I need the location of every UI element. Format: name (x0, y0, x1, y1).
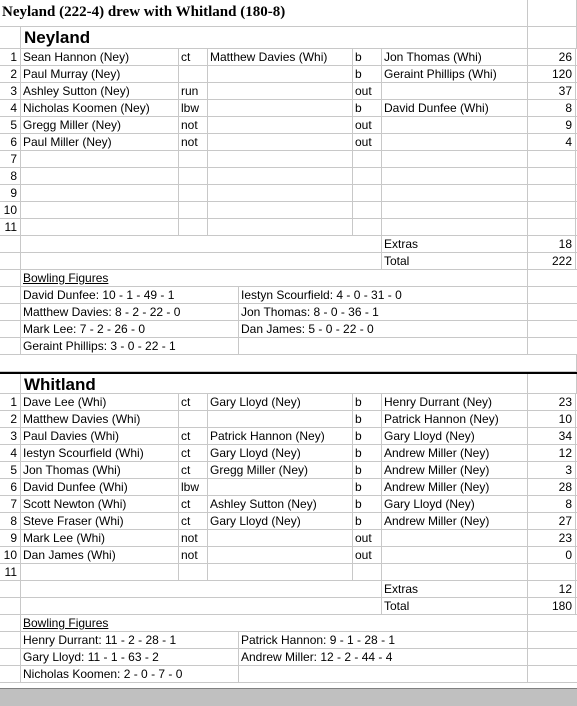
batting-batsman-cell (21, 219, 179, 235)
batting-n-cell: 6 (0, 134, 21, 150)
batting-how-cell (179, 185, 208, 201)
batting-b-cell: out (353, 83, 382, 99)
bowling-figures-row (0, 321, 577, 338)
spacer-cell (0, 355, 577, 371)
batting-batsman-cell: Scott Newton (Whi) (21, 496, 179, 512)
batting-runs-cell: 3 (528, 462, 576, 478)
batting-batsman-cell: Gregg Miller (Ney) (21, 117, 179, 133)
batting-batsman-cell: Sean Hannon (Ney) (21, 49, 179, 65)
bowling-figures-row (0, 304, 577, 321)
bowling-index (0, 304, 21, 320)
batting-bowler-cell: Andrew Miller (Ney) (382, 479, 528, 495)
batting-runs-cell (528, 202, 576, 218)
batting-how-cell (179, 411, 208, 427)
batting-b-cell: out (353, 117, 382, 133)
batting-bowler-cell: Andrew Miller (Ney) (382, 462, 528, 478)
title-spacer (528, 0, 577, 26)
match-title: Neyland (222-4) drew with Whitland (180-8) (0, 0, 528, 26)
batting-row (0, 547, 577, 564)
total-row-index (0, 253, 21, 269)
total-row-value: 222 (528, 253, 576, 269)
batting-b-cell: b (353, 49, 382, 65)
total-row (0, 253, 577, 270)
batting-b-cell: b (353, 462, 382, 478)
batting-bowler-cell (382, 117, 528, 133)
batting-fielder-cell: Gary Lloyd (Ney) (208, 394, 353, 410)
total-row-blank (21, 253, 382, 269)
batting-b-cell: out (353, 547, 382, 563)
batting-b-cell: b (353, 513, 382, 529)
team-row-index (0, 374, 21, 393)
batting-n-cell: 2 (0, 66, 21, 82)
batting-fielder-cell (208, 151, 353, 167)
batting-n-cell: 9 (0, 185, 21, 201)
batting-n-cell: 7 (0, 496, 21, 512)
batting-n-cell: 4 (0, 445, 21, 461)
batting-runs-cell: 120 (528, 66, 576, 82)
batting-fielder-cell (208, 564, 353, 580)
bowling-figure-right: Dan James: 5 - 0 - 22 - 0 (239, 321, 528, 337)
batting-fielder-cell: Patrick Hannon (Ney) (208, 428, 353, 444)
batting-fielder-cell: Gary Lloyd (Ney) (208, 445, 353, 461)
batting-batsman-cell (21, 202, 179, 218)
total-row-index (0, 598, 21, 614)
batting-n-cell: 3 (0, 428, 21, 444)
bowling-index (0, 632, 21, 648)
batting-batsman-cell: Nicholas Koomen (Ney) (21, 100, 179, 116)
bowling-figure-left: Matthew Davies: 8 - 2 - 22 - 0 (21, 304, 239, 320)
extras-row (0, 581, 577, 598)
batting-row (0, 462, 577, 479)
batting-n-cell: 10 (0, 202, 21, 218)
batting-bowler-cell: Andrew Miller (Ney) (382, 445, 528, 461)
batting-batsman-cell: Mark Lee (Whi) (21, 530, 179, 546)
batting-batsman-cell: David Dunfee (Whi) (21, 479, 179, 495)
batting-batsman-cell (21, 151, 179, 167)
batting-row (0, 496, 577, 513)
batting-n-cell: 9 (0, 530, 21, 546)
batting-batsman-cell (21, 168, 179, 184)
batting-row (0, 445, 577, 462)
batting-how-cell (179, 168, 208, 184)
batting-how-cell (179, 66, 208, 82)
batting-runs-cell: 26 (528, 49, 576, 65)
team-header-row (0, 372, 577, 394)
batting-n-cell: 8 (0, 168, 21, 184)
batting-b-cell: out (353, 134, 382, 150)
batting-batsman-cell (21, 564, 179, 580)
batting-b-cell (353, 219, 382, 235)
bowling-figure-left: Gary Lloyd: 11 - 1 - 63 - 2 (21, 649, 239, 665)
bowling-figure-right: Iestyn Scourfield: 4 - 0 - 31 - 0 (239, 287, 528, 303)
bowling-figure-right: Patrick Hannon: 9 - 1 - 28 - 1 (239, 632, 528, 648)
batting-how-cell: ct (179, 496, 208, 512)
batting-bowler-cell: Henry Durrant (Ney) (382, 394, 528, 410)
batting-runs-cell: 8 (528, 100, 576, 116)
batting-row (0, 151, 577, 168)
bowling-heading-index (0, 615, 21, 631)
batting-row (0, 66, 577, 83)
batting-how-cell: ct (179, 445, 208, 461)
batting-runs-cell: 12 (528, 445, 576, 461)
batting-b-cell: b (353, 394, 382, 410)
bowling-figures-row (0, 666, 577, 683)
extras-row-blank (21, 581, 382, 597)
batting-bowler-cell (382, 185, 528, 201)
batting-bowler-cell (382, 530, 528, 546)
batting-fielder-cell (208, 547, 353, 563)
batting-row (0, 564, 577, 581)
batting-bowler-cell (382, 219, 528, 235)
batting-row (0, 100, 577, 117)
batting-bowler-cell: Jon Thomas (Whi) (382, 49, 528, 65)
extras-row-index (0, 581, 21, 597)
batting-row (0, 428, 577, 445)
bowling-index (0, 649, 21, 665)
batting-b-cell (353, 151, 382, 167)
batting-b-cell: b (353, 411, 382, 427)
batting-bowler-cell: Andrew Miller (Ney) (382, 513, 528, 529)
extras-row-index (0, 236, 21, 252)
bowling-figure-left: Henry Durrant: 11 - 2 - 28 - 1 (21, 632, 239, 648)
team-name: Whitland (21, 374, 528, 393)
batting-bowler-cell (382, 202, 528, 218)
spacer-row (0, 355, 577, 372)
batting-n-cell: 4 (0, 100, 21, 116)
batting-batsman-cell: Dave Lee (Whi) (21, 394, 179, 410)
batting-runs-cell: 23 (528, 530, 576, 546)
bowling-index (0, 666, 21, 682)
batting-row (0, 513, 577, 530)
bowling-figure-right: Andrew Miller: 12 - 2 - 44 - 4 (239, 649, 528, 665)
batting-runs-cell (528, 151, 576, 167)
bowling-figures-row (0, 632, 577, 649)
batting-runs-cell: 10 (528, 411, 576, 427)
batting-how-cell: lbw (179, 100, 208, 116)
batting-n-cell: 1 (0, 49, 21, 65)
batting-row (0, 185, 577, 202)
batting-bowler-cell (382, 151, 528, 167)
batting-runs-cell: 28 (528, 479, 576, 495)
batting-fielder-cell (208, 66, 353, 82)
batting-row (0, 134, 577, 151)
batting-how-cell (179, 219, 208, 235)
batting-fielder-cell (208, 117, 353, 133)
extras-row-value: 12 (528, 581, 576, 597)
batting-fielder-cell: Gary Lloyd (Ney) (208, 513, 353, 529)
bowling-figure-left: Nicholas Koomen: 2 - 0 - 7 - 0 (21, 666, 239, 682)
batting-bowler-cell: Gary Lloyd (Ney) (382, 496, 528, 512)
batting-how-cell: not (179, 547, 208, 563)
title-row (0, 0, 577, 27)
batting-how-cell: ct (179, 513, 208, 529)
bowling-figures-row (0, 287, 577, 304)
batting-batsman-cell: Matthew Davies (Whi) (21, 411, 179, 427)
bowling-figure-right (239, 338, 528, 354)
batting-how-cell: run (179, 83, 208, 99)
batting-runs-cell: 27 (528, 513, 576, 529)
batting-row (0, 530, 577, 547)
bowling-index (0, 287, 21, 303)
batting-n-cell: 5 (0, 462, 21, 478)
batting-batsman-cell: Dan James (Whi) (21, 547, 179, 563)
batting-b-cell (353, 564, 382, 580)
total-row-blank (21, 598, 382, 614)
batting-runs-cell: 9 (528, 117, 576, 133)
batting-row (0, 411, 577, 428)
extras-row-label: Extras (382, 581, 528, 597)
batting-fielder-cell (208, 168, 353, 184)
batting-runs-cell: 23 (528, 394, 576, 410)
batting-row (0, 83, 577, 100)
batting-b-cell: b (353, 445, 382, 461)
batting-n-cell: 8 (0, 513, 21, 529)
bowling-heading-row (0, 270, 577, 287)
batting-how-cell: ct (179, 428, 208, 444)
bowling-heading: Bowling Figures (21, 270, 528, 286)
batting-b-cell: b (353, 428, 382, 444)
batting-row (0, 219, 577, 236)
bowling-figure-left: Mark Lee: 7 - 2 - 26 - 0 (21, 321, 239, 337)
batting-how-cell (179, 151, 208, 167)
batting-how-cell: ct (179, 462, 208, 478)
bowling-index (0, 321, 21, 337)
bowling-index (0, 338, 21, 354)
batting-batsman-cell: Paul Davies (Whi) (21, 428, 179, 444)
batting-batsman-cell: Steve Fraser (Whi) (21, 513, 179, 529)
bowling-figure-right (239, 666, 528, 682)
batting-bowler-cell: Gary Lloyd (Ney) (382, 428, 528, 444)
batting-row (0, 202, 577, 219)
batting-b-cell (353, 168, 382, 184)
batting-n-cell: 11 (0, 219, 21, 235)
batting-runs-cell: 34 (528, 428, 576, 444)
batting-runs-cell (528, 564, 576, 580)
batting-b-cell: out (353, 530, 382, 546)
batting-how-cell (179, 564, 208, 580)
batting-how-cell: not (179, 134, 208, 150)
team-row-index (0, 27, 21, 48)
batting-n-cell: 5 (0, 117, 21, 133)
batting-n-cell: 3 (0, 83, 21, 99)
batting-runs-cell: 37 (528, 83, 576, 99)
batting-fielder-cell (208, 134, 353, 150)
batting-n-cell: 11 (0, 564, 21, 580)
batting-fielder-cell: Gregg Miller (Ney) (208, 462, 353, 478)
bowling-figures-row (0, 649, 577, 666)
batting-batsman-cell: Jon Thomas (Whi) (21, 462, 179, 478)
total-row-value: 180 (528, 598, 576, 614)
batting-b-cell: b (353, 100, 382, 116)
bowling-heading-row (0, 615, 577, 632)
bowling-figure-left: David Dunfee: 10 - 1 - 49 - 1 (21, 287, 239, 303)
batting-bowler-cell (382, 83, 528, 99)
bowling-figures-row (0, 338, 577, 355)
batting-fielder-cell: Matthew Davies (Whi) (208, 49, 353, 65)
batting-bowler-cell (382, 134, 528, 150)
batting-bowler-cell: Patrick Hannon (Ney) (382, 411, 528, 427)
bowling-heading-index (0, 270, 21, 286)
batting-how-cell: ct (179, 394, 208, 410)
batting-fielder-cell (208, 83, 353, 99)
batting-fielder-cell (208, 202, 353, 218)
team-row-spacer (528, 27, 577, 48)
batting-row (0, 394, 577, 411)
batting-row (0, 479, 577, 496)
batting-fielder-cell: Ashley Sutton (Ney) (208, 496, 353, 512)
batting-n-cell: 2 (0, 411, 21, 427)
bowling-heading: Bowling Figures (21, 615, 528, 631)
batting-fielder-cell (208, 185, 353, 201)
batting-bowler-cell (382, 168, 528, 184)
batting-row (0, 168, 577, 185)
batting-fielder-cell (208, 100, 353, 116)
batting-bowler-cell (382, 564, 528, 580)
batting-runs-cell (528, 185, 576, 201)
batting-batsman-cell: Paul Miller (Ney) (21, 134, 179, 150)
batting-batsman-cell: Paul Murray (Ney) (21, 66, 179, 82)
batting-b-cell (353, 202, 382, 218)
extras-row (0, 236, 577, 253)
batting-batsman-cell: Ashley Sutton (Ney) (21, 83, 179, 99)
team-row-spacer (528, 374, 577, 393)
batting-batsman-cell (21, 185, 179, 201)
batting-how-cell: ct (179, 49, 208, 65)
batting-fielder-cell (208, 219, 353, 235)
batting-b-cell: b (353, 496, 382, 512)
batting-b-cell: b (353, 66, 382, 82)
batting-row (0, 49, 577, 66)
batting-runs-cell (528, 219, 576, 235)
batting-how-cell: not (179, 117, 208, 133)
extras-row-value: 18 (528, 236, 576, 252)
batting-how-cell (179, 202, 208, 218)
total-row (0, 598, 577, 615)
batting-n-cell: 6 (0, 479, 21, 495)
batting-b-cell (353, 185, 382, 201)
batting-runs-cell: 8 (528, 496, 576, 512)
extras-row-label: Extras (382, 236, 528, 252)
batting-n-cell: 1 (0, 394, 21, 410)
batting-bowler-cell: David Dunfee (Whi) (382, 100, 528, 116)
batting-how-cell: not (179, 530, 208, 546)
batting-row (0, 117, 577, 134)
team-name: Neyland (21, 27, 528, 48)
bowling-figure-left: Geraint Phillips: 3 - 0 - 22 - 1 (21, 338, 239, 354)
batting-n-cell: 7 (0, 151, 21, 167)
team-header-row (0, 27, 577, 49)
sheet-bottom-bar (0, 688, 577, 706)
batting-runs-cell: 0 (528, 547, 576, 563)
total-row-label: Total (382, 598, 528, 614)
batting-fielder-cell (208, 530, 353, 546)
batting-b-cell: b (353, 479, 382, 495)
batting-fielder-cell (208, 479, 353, 495)
batting-bowler-cell (382, 547, 528, 563)
bowling-figure-right: Jon Thomas: 8 - 0 - 36 - 1 (239, 304, 528, 320)
batting-bowler-cell: Geraint Phillips (Whi) (382, 66, 528, 82)
batting-how-cell: lbw (179, 479, 208, 495)
batting-fielder-cell (208, 411, 353, 427)
batting-batsman-cell: Iestyn Scourfield (Whi) (21, 445, 179, 461)
total-row-label: Total (382, 253, 528, 269)
batting-runs-cell (528, 168, 576, 184)
batting-n-cell: 10 (0, 547, 21, 563)
extras-row-blank (21, 236, 382, 252)
batting-runs-cell: 4 (528, 134, 576, 150)
